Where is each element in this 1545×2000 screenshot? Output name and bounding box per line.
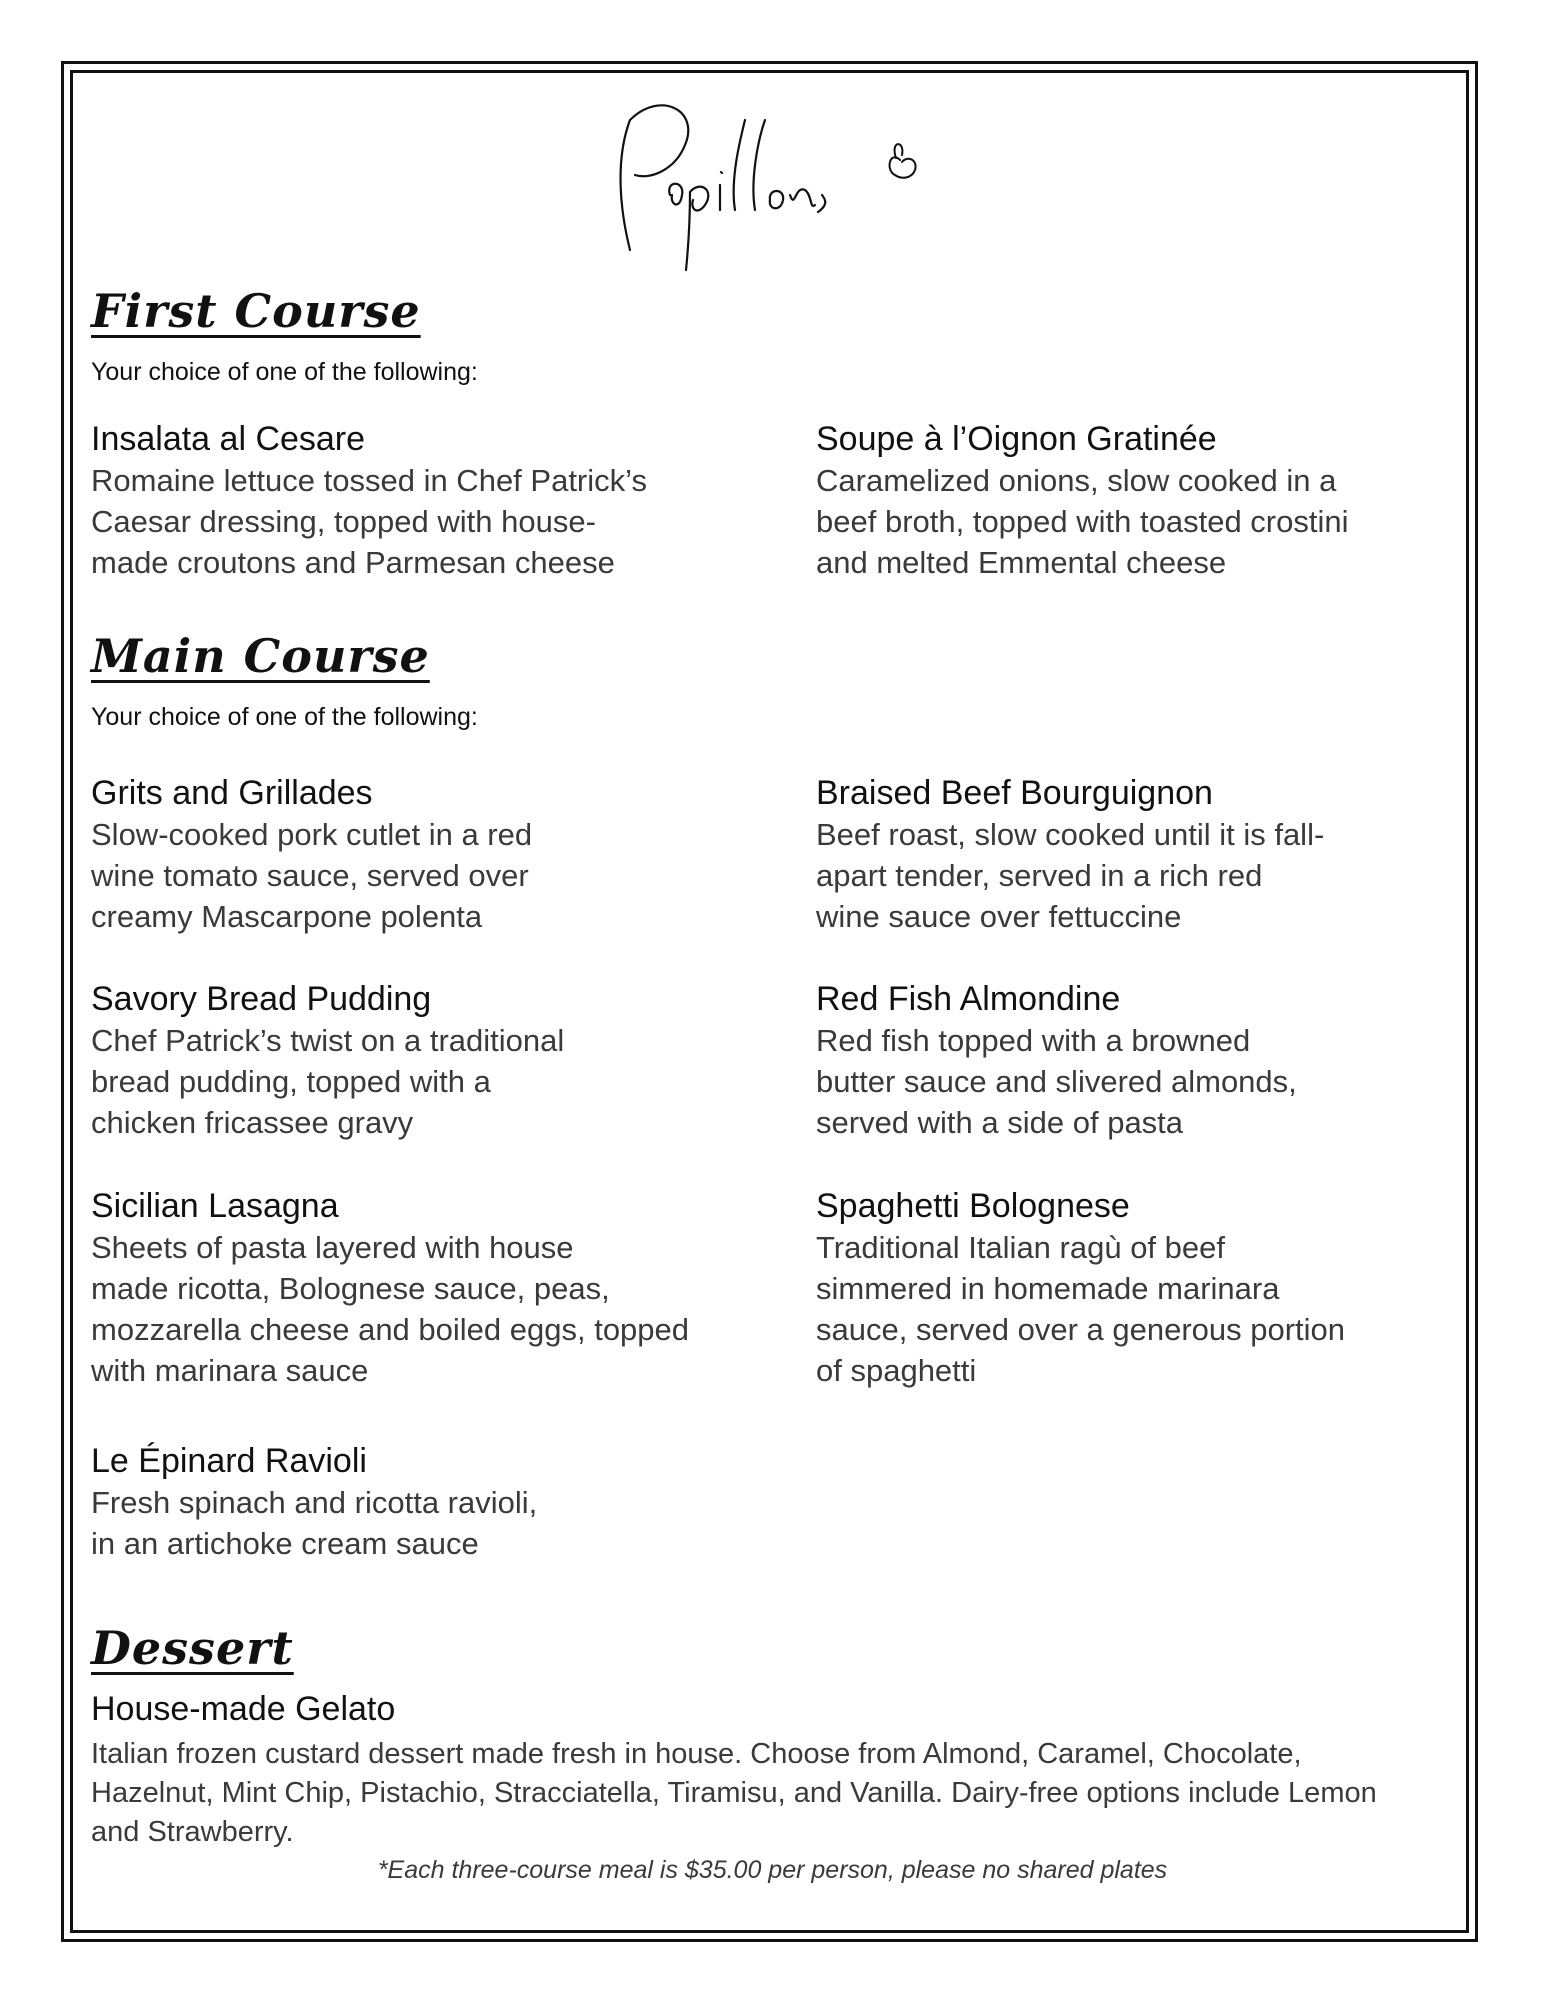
item-name: Sicilian Lasagna bbox=[91, 1187, 339, 1225]
item-description: Traditional Italian ragù of beef simmered in homemade marinara sauce, served over a generous portion of spaghetti bbox=[816, 1230, 1346, 1388]
dessert-description: Italian frozen custard dessert made fresh in house. Choose from Almond, Caramel, Chocolate, Hazelnut, Mint Chip, Pistachio, Stracciatella, Tiramisu, and Vanilla. Dairy-free options include Lemon and Strawberry. bbox=[91, 1738, 1377, 1848]
item-name: Braised Beef Bourguignon bbox=[816, 774, 1213, 812]
menu-item bbox=[91, 1185, 741, 1391]
item-name: House-made Gelato bbox=[91, 1690, 396, 1728]
menu-item bbox=[816, 418, 1466, 583]
menu-item bbox=[91, 418, 741, 583]
main-course-title: Main Course bbox=[91, 629, 430, 683]
first-course-title: First Course bbox=[91, 284, 421, 338]
item-description: Beef roast, slow cooked until it is fall- apart tender, served in a rich red wine sauce over fettuccine bbox=[816, 817, 1325, 934]
item-name: Insalata al Cesare bbox=[91, 420, 366, 458]
item-name: Savory Bread Pudding bbox=[91, 980, 432, 1018]
menu-item bbox=[816, 978, 1466, 1143]
item-description: Sheets of pasta layered with house made ricotta, Bolognese sauce, peas, mozzarella cheese and boiled eggs, topped with marinara sauce bbox=[91, 1230, 690, 1388]
main-course-subtitle: Your choice of one of the following: bbox=[91, 703, 478, 731]
dessert-title: Dessert bbox=[91, 1621, 294, 1675]
item-name: Le Épinard Ravioli bbox=[91, 1442, 367, 1480]
item-name: Spaghetti Bolognese bbox=[816, 1187, 1130, 1225]
menu-item bbox=[816, 772, 1466, 937]
item-name: Soupe à l’Oignon Gratinée bbox=[816, 420, 1217, 458]
item-description: Red fish topped with a browned butter sauce and slivered almonds, served with a side of pasta bbox=[816, 1023, 1297, 1140]
first-course-subtitle: Your choice of one of the following: bbox=[91, 358, 478, 386]
item-description: Slow-cooked pork cutlet in a red wine tomato sauce, served over creamy Mascarpone polenta bbox=[91, 817, 533, 934]
menu-item bbox=[91, 978, 741, 1143]
price-footnote: *Each three-course meal is $35.00 per person, please no shared plates bbox=[377, 1856, 1168, 1884]
menu-item bbox=[91, 772, 741, 937]
item-description: Fresh spinach and ricotta ravioli, in an artichoke cream sauce bbox=[91, 1485, 538, 1561]
item-description: Caramelized onions, slow cooked in a beef broth, topped with toasted crostini and melted Emmental cheese bbox=[816, 463, 1349, 580]
papillons-logo bbox=[590, 100, 960, 290]
menu-item bbox=[91, 1688, 1461, 1730]
menu-item bbox=[91, 1440, 741, 1564]
item-description: Chef Patrick’s twist on a traditional bread pudding, topped with a chicken fricassee gravy bbox=[91, 1023, 565, 1140]
item-name: Red Fish Almondine bbox=[816, 980, 1121, 1018]
item-description: Romaine lettuce tossed in Chef Patrick’s Caesar dressing, topped with house- made croutons and Parmesan cheese bbox=[91, 463, 647, 580]
menu-item bbox=[816, 1185, 1466, 1391]
item-name: Grits and Grillades bbox=[91, 774, 373, 812]
